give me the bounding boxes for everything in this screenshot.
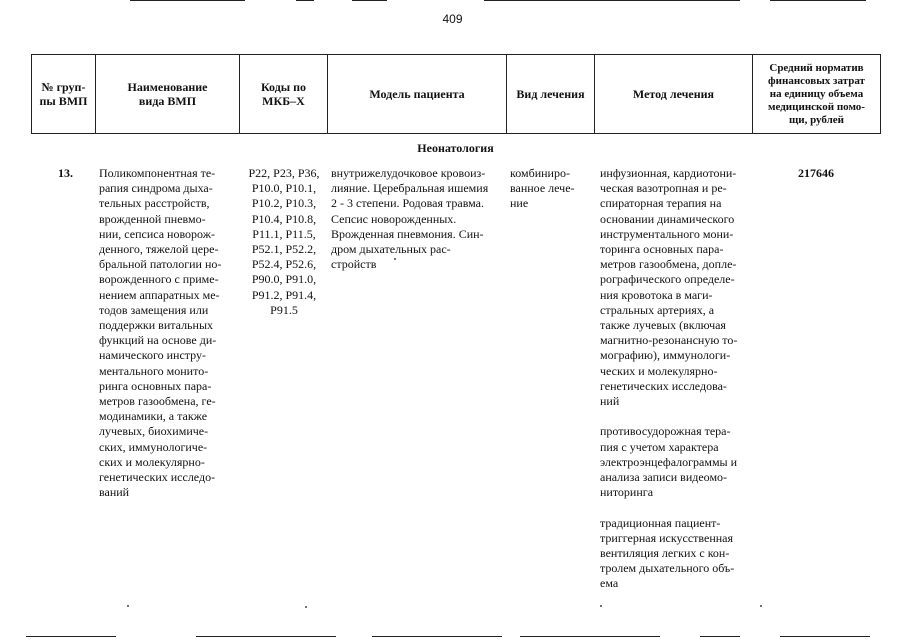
page-number: 409	[442, 12, 463, 26]
bottom-rule	[700, 636, 740, 637]
patient-model: внутрижелудочковое кровоиз- лияние. Церебральная ишемия 2 - 3 степени. Родовая травма. Сепсис новорожденных. Врожденная пневмония. Син- дром дыхательных рас- стройств	[331, 166, 489, 272]
section-title: Неонатология	[417, 141, 494, 155]
header-name: Наименование вида ВМП	[96, 55, 240, 134]
header-treatment-type: Вид лечения	[507, 55, 595, 134]
scan-speck	[127, 605, 129, 607]
header-model: Модель пациента	[328, 55, 507, 134]
treatment-type: комбиниро- ванное лече- ние	[510, 166, 575, 211]
scan-speck	[760, 605, 762, 607]
bottom-rule	[520, 636, 660, 637]
bottom-rule	[196, 636, 336, 637]
top-rule	[352, 0, 387, 1]
top-rule	[484, 0, 740, 1]
header-codes: Коды по МКБ–Х	[240, 55, 328, 134]
header-table	[31, 54, 881, 134]
vmp-name: Поликомпонентная те- рапия синдрома дыха- тельных расстройств, врожденной пневмо- нии, сепсиса новорож- денного, тяжелой цере- бральной патологии но- ворожденного с приме- нением аппаратных ме- тодов замещения или поддержки витальных функций на основе ди- намического инстру- ментального монито- ринга основных пара- метров газообмена, ге- модинамики, а также лучевых, биохимиче- ских, иммунологиче- ских и молекулярно- генетических исследо- ваний	[99, 166, 222, 500]
bottom-rule	[372, 636, 502, 637]
bottom-rule	[26, 636, 116, 637]
header-group: № груп- пы ВМП	[32, 55, 96, 134]
scan-speck	[394, 258, 396, 260]
top-rule	[130, 0, 245, 1]
top-rule	[770, 0, 866, 1]
group-number: 13.	[58, 166, 73, 180]
bottom-rule	[780, 636, 870, 637]
top-rule	[296, 0, 314, 1]
cost-norm: 217646	[798, 166, 834, 180]
header-norm: Средний норматив финансовых затрат на единицу объема медицинской помо- щи, рублей	[753, 55, 881, 134]
header-method: Метод лечения	[595, 55, 753, 134]
scan-speck	[600, 605, 602, 607]
icd-codes: P22, P23, P36, P10.0, P10.1, P10.2, P10.3, P10.4, P10.8, P11.1, P11.5, P52.1, P52.2, P52.4, P52.6, P90.0, P91.0, P91.2, P91.4, P91.5	[248, 166, 320, 317]
scan-speck	[305, 606, 307, 608]
treatment-method: инфузионная, кардиотони- ческая вазотропная и ре- спираторная терапия на основании динамического инструментального мони- торинга основных пара- метров газообмена, допле- рографического определе- ния кровотока в маги- стральных артериях, а также лучевых (включая магнитно-резонансную то- мографию), иммунологи- ческих и молекулярно- генетических исследова- ний противосудорожная тера- пия с учетом характера электроэнцефалограммы и анализа записи видеомо- ниторинга традиционная пациент- триггерная искусственная вентиляция легких с кон- тролем дыхательного объ- ема	[600, 166, 738, 591]
